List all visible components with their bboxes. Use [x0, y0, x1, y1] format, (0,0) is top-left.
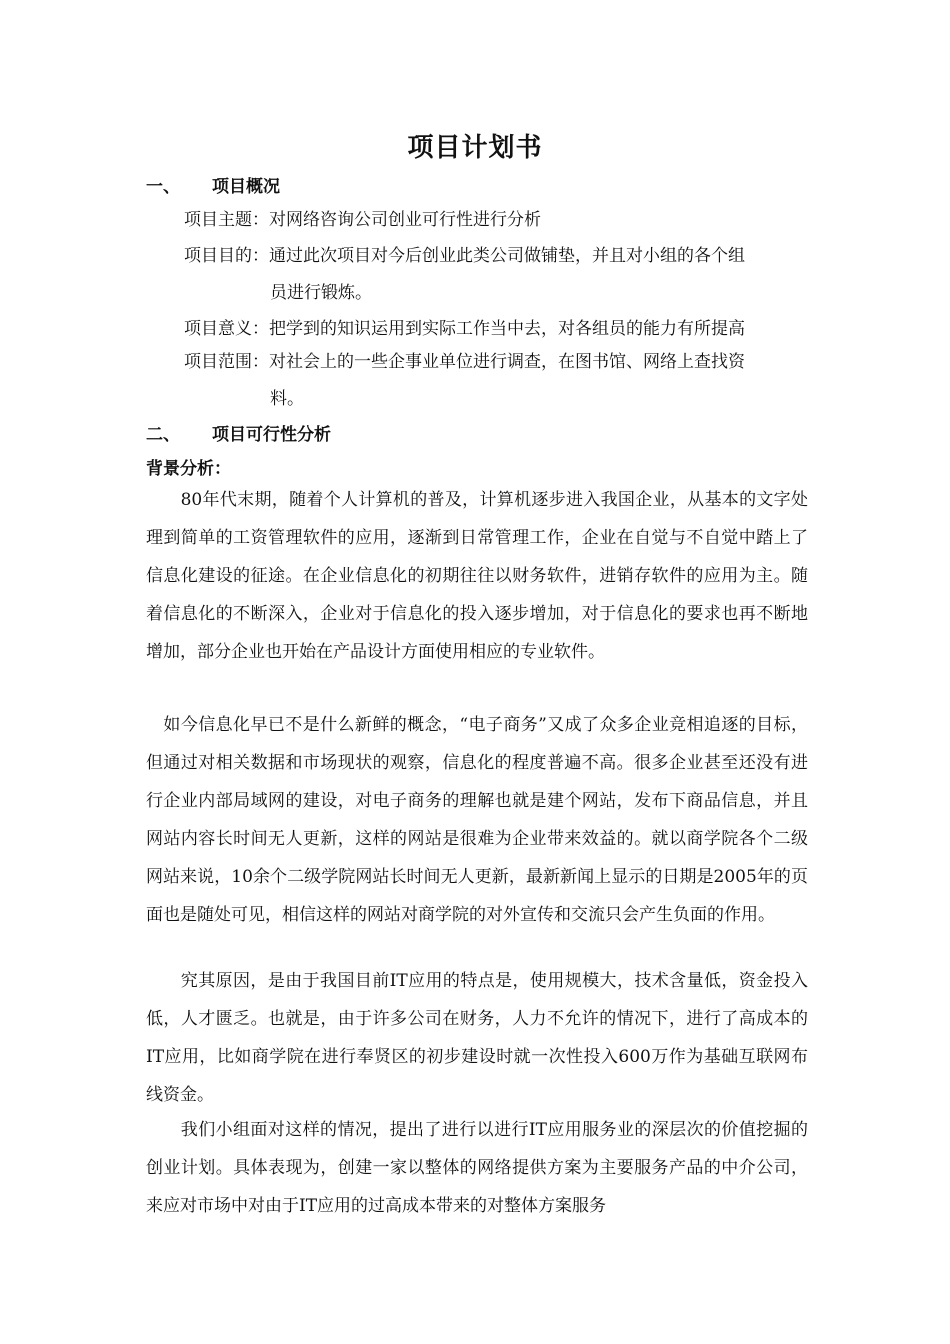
section-title: 项目可行性分析: [212, 425, 331, 445]
background-heading: 背景分析：: [146, 459, 231, 479]
paragraph-causes: 究其原因，是由于我国目前IT应用的特点是，使用规模大，技术含量低，资金投入低，人才匮乏。也就是，由于许多公司在财务，人力不允许的情况下，进行了高成本的IT应用，比如商学院在进行奉贤区的初步建设时就一次性投入600万作为基础互联网布线资金。: [146, 971, 808, 1105]
project-scope-item: [184, 344, 808, 409]
item-label: 项目意义：: [184, 319, 269, 339]
item-label: 项目目的：: [184, 246, 269, 266]
section-number: 二、: [146, 425, 180, 445]
section-heading-feasibility: [146, 422, 331, 448]
item-value: 把学到的知识运用到实际工作当中去，对各组员的能力有所提高: [269, 319, 745, 339]
section-title: 项目概况: [212, 177, 280, 197]
paragraph-history: 80年代末期，随着个人计算机的普及，计算机逐步进入我国企业，从基本的文字处理到简单的工资管理软件的应用，逐渐到日常管理工作，企业在自觉与不自觉中踏上了信息化建设的征途。在企业信息化的初期往往以财务软件，进销存软件的应用为主。随着信息化的不断深入，企业对于信息化的投入逐步增加，对于信息化的要求也再不断地增加，部分企业也开始在产品设计方面使用相应的专业软件。: [146, 490, 808, 662]
item-value-continuation: 料。: [270, 389, 304, 409]
project-theme-item: [184, 202, 808, 239]
item-label: 项目范围：: [184, 352, 269, 372]
paragraph-plan: 我们小组面对这样的情况，提出了进行以进行IT应用服务业的深层次的价值挖掘的创业计划。具体表现为，创建一家以整体的网络提供方案为主要服务产品的中介公司，来应对市场中对由于IT应用的过高成本带来的对整体方案服务: [146, 1120, 808, 1216]
section-number: 一、: [146, 177, 180, 197]
paragraph-current-state: 如今信息化早已不是什么新鲜的概念，“电子商务”又成了众多企业竞相追逐的目标，但通过对相关数据和市场现状的观察，信息化的程度普遍不高。很多企业甚至还没有进行企业内部局域网的建设，对电子商务的理解也就是建个网站，发布下商品信息，并且网站内容长时间无人更新，这样的网站是很难为企业带来效益的。就以商学院各个二级网站来说，10余个二级学院网站长时间无人更新，最新新闻上显示的日期是2005年的页面也是随处可见，相信这样的网站对商学院的对外宣传和交流只会产生负面的作用。: [146, 715, 808, 925]
project-significance-item: [184, 311, 808, 348]
document-title: 项目计划书: [407, 133, 543, 163]
section-heading-overview: [146, 174, 280, 200]
item-value-continuation: 员进行锻炼。: [270, 283, 372, 303]
item-value: 通过此次项目对今后创业此类公司做铺垫，并且对小组的各个组: [269, 246, 745, 266]
item-value: 对网络咨询公司创业可行性进行分析: [269, 210, 541, 230]
project-purpose-item: [184, 238, 808, 303]
item-value: 对社会上的一些企事业单位进行调查，在图书馆、网络上查找资: [269, 352, 745, 372]
item-label: 项目主题：: [184, 210, 269, 230]
